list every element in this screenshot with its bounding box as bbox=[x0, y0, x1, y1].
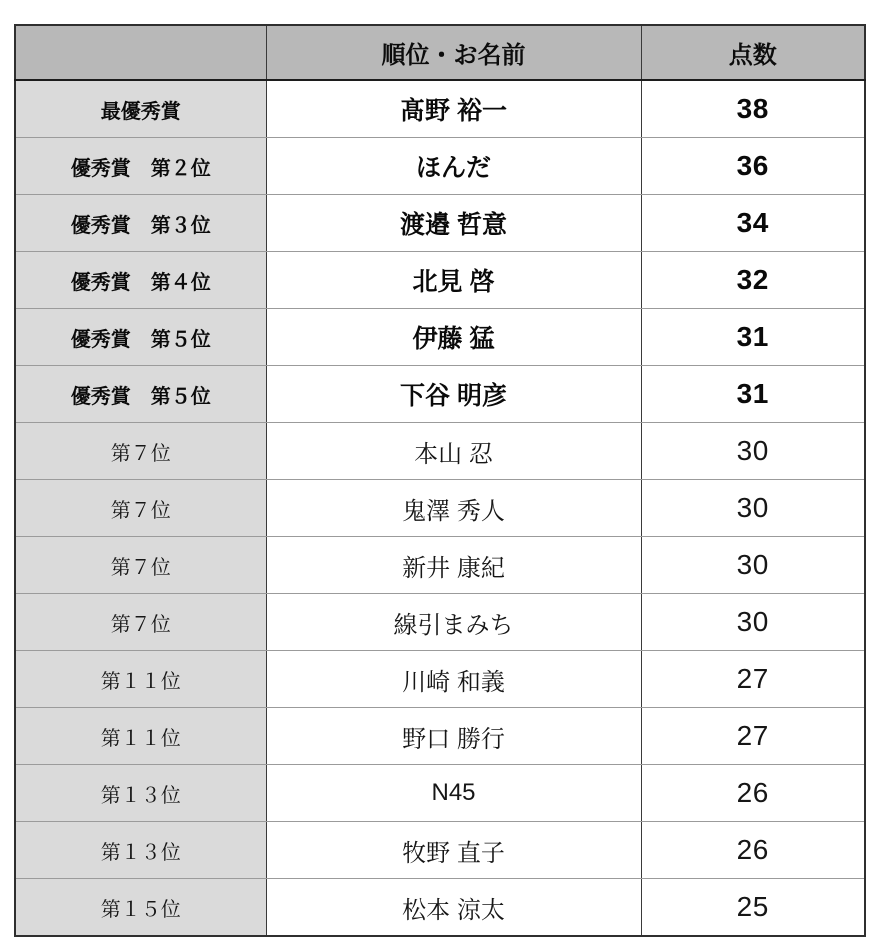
header-score-cell: 点数 bbox=[641, 25, 865, 80]
name-cell: 牧野 直子 bbox=[266, 822, 641, 879]
rank-cell: 優秀賞 第３位 bbox=[15, 195, 266, 252]
score-cell: 30 bbox=[641, 423, 865, 480]
table-row bbox=[15, 651, 865, 708]
name-cell: 伊藤 猛 bbox=[266, 309, 641, 366]
rank-cell: 優秀賞 第５位 bbox=[15, 309, 266, 366]
score-cell: 27 bbox=[641, 651, 865, 708]
score-cell: 31 bbox=[641, 309, 865, 366]
rank-cell: 第１５位 bbox=[15, 879, 266, 937]
rank-cell: 優秀賞 第２位 bbox=[15, 138, 266, 195]
score-cell: 30 bbox=[641, 480, 865, 537]
score-cell: 27 bbox=[641, 708, 865, 765]
name-cell: 新井 康紀 bbox=[266, 537, 641, 594]
name-cell: N45 bbox=[266, 765, 641, 822]
table-row bbox=[15, 822, 865, 879]
rank-cell: 第１３位 bbox=[15, 765, 266, 822]
score-cell: 31 bbox=[641, 366, 865, 423]
header-name-cell: 順位・お名前 bbox=[266, 25, 641, 80]
rank-cell: 優秀賞 第５位 bbox=[15, 366, 266, 423]
ranking-table bbox=[14, 24, 866, 937]
score-cell: 36 bbox=[641, 138, 865, 195]
table-row bbox=[15, 80, 865, 138]
table-row bbox=[15, 708, 865, 765]
name-cell: 髙野 裕一 bbox=[266, 80, 641, 138]
table-row bbox=[15, 765, 865, 822]
name-cell: 川崎 和義 bbox=[266, 651, 641, 708]
table-row bbox=[15, 480, 865, 537]
table-row bbox=[15, 879, 865, 937]
rank-cell: 第１３位 bbox=[15, 822, 266, 879]
name-cell: 渡邉 哲意 bbox=[266, 195, 641, 252]
table-row bbox=[15, 195, 865, 252]
header-rank-cell bbox=[15, 25, 266, 80]
score-cell: 25 bbox=[641, 879, 865, 937]
table-row bbox=[15, 309, 865, 366]
rank-cell: 第７位 bbox=[15, 480, 266, 537]
rank-cell: 第１１位 bbox=[15, 651, 266, 708]
name-cell: 本山 忍 bbox=[266, 423, 641, 480]
name-cell: 下谷 明彦 bbox=[266, 366, 641, 423]
table-row bbox=[15, 423, 865, 480]
score-cell: 34 bbox=[641, 195, 865, 252]
score-cell: 26 bbox=[641, 822, 865, 879]
table-row bbox=[15, 594, 865, 651]
score-cell: 30 bbox=[641, 594, 865, 651]
header-row bbox=[15, 25, 865, 80]
rank-cell: 優秀賞 第４位 bbox=[15, 252, 266, 309]
name-cell: 北見 啓 bbox=[266, 252, 641, 309]
rank-cell: 第７位 bbox=[15, 537, 266, 594]
ranking-table-container bbox=[14, 24, 866, 937]
table-row bbox=[15, 138, 865, 195]
score-cell: 30 bbox=[641, 537, 865, 594]
name-cell: ほんだ bbox=[266, 138, 641, 195]
score-cell: 26 bbox=[641, 765, 865, 822]
rank-cell: 第７位 bbox=[15, 423, 266, 480]
table-row bbox=[15, 252, 865, 309]
rank-cell: 最優秀賞 bbox=[15, 80, 266, 138]
name-cell: 鬼澤 秀人 bbox=[266, 480, 641, 537]
name-cell: 野口 勝行 bbox=[266, 708, 641, 765]
table-row bbox=[15, 366, 865, 423]
score-cell: 38 bbox=[641, 80, 865, 138]
table-body bbox=[15, 80, 865, 936]
score-cell: 32 bbox=[641, 252, 865, 309]
name-cell: 松本 涼太 bbox=[266, 879, 641, 937]
rank-cell: 第７位 bbox=[15, 594, 266, 651]
table-header bbox=[15, 25, 865, 80]
rank-cell: 第１１位 bbox=[15, 708, 266, 765]
name-cell: 線引まみち bbox=[266, 594, 641, 651]
table-row bbox=[15, 537, 865, 594]
